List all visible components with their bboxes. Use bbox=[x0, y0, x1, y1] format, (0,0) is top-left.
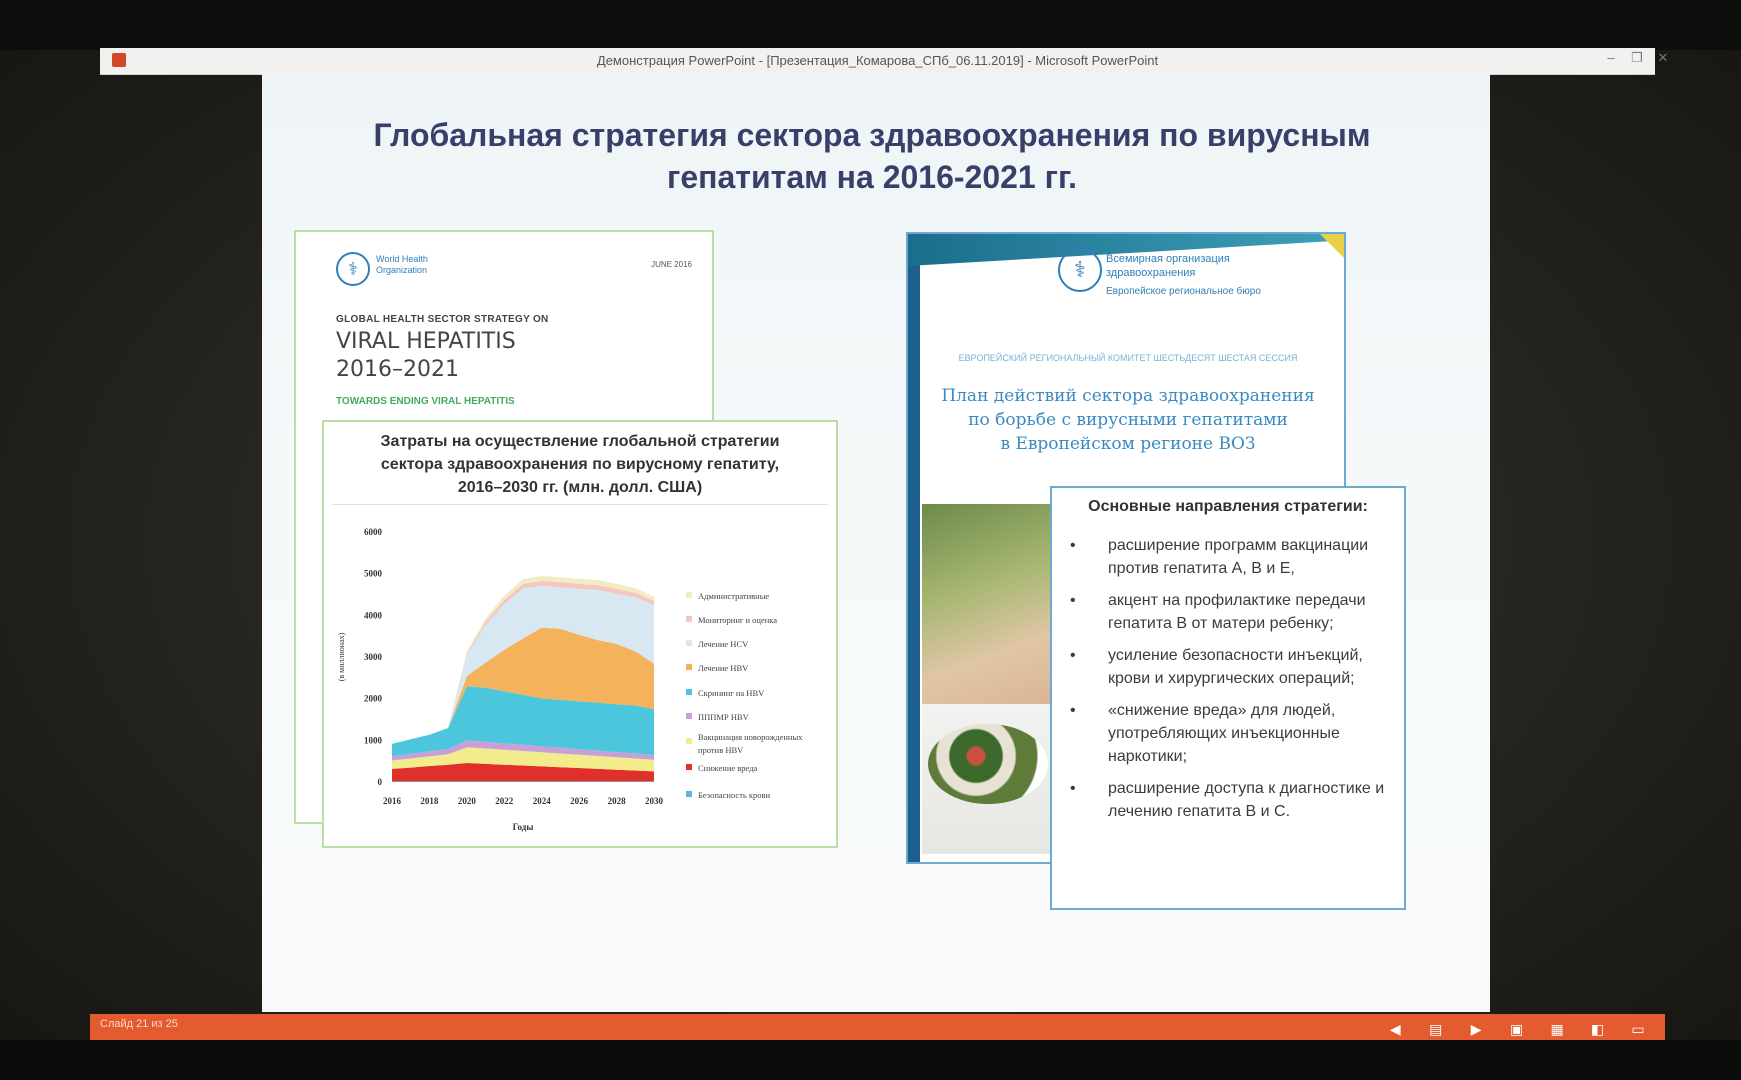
cost-title-line3: 2016–2030 гг. (млн. долл. США) bbox=[457, 479, 703, 496]
area-series-0 bbox=[392, 781, 654, 782]
slideshow-controls bbox=[1370, 1020, 1649, 1038]
slide-sorter-icon[interactable]: ▦ bbox=[1550, 1021, 1564, 1037]
cost-chart-title bbox=[324, 430, 836, 499]
y-tick-label: 1000 bbox=[364, 735, 382, 746]
legend-label-cont: против HBV bbox=[698, 745, 744, 755]
legend-label: Мониторинг и оценка bbox=[698, 615, 778, 625]
list-item bbox=[1062, 644, 1398, 690]
who-doc-subtitle: GLOBAL HEALTH SECTOR STRATEGY ON bbox=[336, 314, 549, 325]
who-doc-title-line2: 2016–2021 bbox=[336, 357, 459, 382]
x-tick-label: 2028 bbox=[607, 796, 626, 806]
list-item bbox=[1062, 777, 1398, 823]
legend-swatch bbox=[686, 640, 692, 646]
bullet: • bbox=[1070, 647, 1076, 664]
who-doc-title-line1: VIRAL HEPATITIS bbox=[336, 329, 516, 354]
y-axis-label: (в миллионах) bbox=[337, 632, 346, 682]
cost-title-line1: Затраты на осуществление глобальной стратегии bbox=[380, 433, 780, 450]
strategy-directions-box bbox=[1050, 486, 1406, 910]
slideshow-view-icon[interactable]: ▭ bbox=[1631, 1021, 1645, 1037]
cover-photo-salad bbox=[928, 724, 1048, 804]
legend-label: Скрининг на HBV bbox=[698, 688, 765, 698]
list-item-text: усиление безопасности инъекций, крови и хирургических операций; bbox=[1108, 647, 1363, 687]
slide-title-line2: гепатитам на 2016-2021 гг. bbox=[667, 159, 1077, 195]
slide-menu-icon[interactable]: ▤ bbox=[1429, 1021, 1443, 1037]
bullet: • bbox=[1070, 592, 1076, 609]
x-tick-label: 2026 bbox=[570, 796, 589, 806]
legend-label: Безопасность крови bbox=[698, 790, 771, 800]
list-item bbox=[1062, 589, 1398, 635]
next-slide-icon[interactable]: ▶ bbox=[1470, 1021, 1482, 1037]
legend-swatch bbox=[686, 738, 692, 744]
cost-area-chart bbox=[324, 506, 836, 844]
legend-swatch bbox=[686, 592, 692, 598]
x-tick-label: 2022 bbox=[495, 796, 514, 806]
bullet: • bbox=[1070, 702, 1076, 719]
who-doc-title bbox=[336, 328, 676, 384]
bullet: • bbox=[1070, 537, 1076, 554]
strategy-heading: Основные направления стратегии: bbox=[1088, 498, 1368, 515]
strategy-list bbox=[1062, 534, 1398, 832]
euro-region: Европейское региональное бюро bbox=[1106, 286, 1261, 297]
euro-plan-line2: по борьбе с вирусными гепатитами bbox=[968, 410, 1288, 430]
cover-left-stripe bbox=[908, 234, 920, 862]
euro-org-line1: Всемирная организация bbox=[1106, 253, 1230, 265]
slide-number: Слайд 21 из 25 bbox=[100, 1018, 178, 1030]
slide-title bbox=[322, 114, 1422, 198]
euro-committee: ЕВРОПЕЙСКИЙ РЕГИОНАЛЬНЫЙ КОМИТЕТ ШЕСТЬДЕСЯТ ШЕСТАЯ СЕССИЯ bbox=[958, 353, 1298, 363]
y-tick-label: 2000 bbox=[364, 693, 382, 704]
y-tick-label: 6000 bbox=[364, 527, 382, 537]
cost-title-line2: сектора здравоохранения по вирусному гепатиту, bbox=[380, 456, 780, 473]
minimize-button[interactable]: – bbox=[1607, 50, 1615, 65]
legend-label: Лечение HBV bbox=[698, 663, 749, 673]
legend-swatch bbox=[686, 791, 692, 797]
list-item-text: расширение доступа к диагностике и лечению гепатита В и С. bbox=[1108, 780, 1385, 820]
legend-label: ПППМР HBV bbox=[698, 712, 749, 722]
normal-view-icon[interactable]: ▣ bbox=[1510, 1021, 1524, 1037]
euro-org-line2: здравоохранения bbox=[1106, 267, 1196, 279]
y-tick-label: 5000 bbox=[364, 568, 382, 579]
x-tick-label: 2016 bbox=[383, 796, 401, 806]
euro-plan-line1: План действий сектора здравоохранения bbox=[941, 386, 1315, 406]
previous-slide-icon[interactable]: ◀ bbox=[1389, 1021, 1401, 1037]
list-item-text: акцент на профилактике передачи гепатита В от матери ребенку; bbox=[1108, 592, 1366, 632]
window-titlebar bbox=[100, 48, 1669, 75]
y-tick-label: 4000 bbox=[364, 610, 382, 621]
x-tick-label: 2030 bbox=[645, 796, 663, 806]
screen-top-border bbox=[0, 0, 1741, 50]
maximize-button[interactable]: ❐ bbox=[1631, 50, 1643, 65]
euro-plan-line3: в Европейском регионе ВОЗ bbox=[1000, 434, 1256, 454]
legend-swatch bbox=[686, 616, 692, 622]
y-tick-label: 0 bbox=[377, 777, 382, 787]
reading-view-icon[interactable]: ◧ bbox=[1590, 1021, 1605, 1037]
legend-label: Лечение HCV bbox=[698, 639, 749, 649]
legend-label: Вакцинация новорожденных bbox=[698, 732, 803, 742]
legend-swatch bbox=[686, 689, 692, 695]
x-axis-label: Годы bbox=[512, 822, 534, 832]
x-tick-label: 2024 bbox=[532, 796, 551, 806]
list-item bbox=[1062, 534, 1398, 580]
x-tick-label: 2020 bbox=[457, 796, 476, 806]
who-doc-tagline: TOWARDS ENDING VIRAL HEPATITIS bbox=[336, 396, 515, 407]
slide-canvas[interactable] bbox=[262, 74, 1490, 1012]
cost-title-divider bbox=[332, 504, 828, 505]
euro-org-name bbox=[1106, 252, 1256, 280]
window-title: Демонстрация PowerPoint - [Презентация_Комарова_СПб_06.11.2019] - Microsoft PowerPoint bbox=[596, 53, 1159, 68]
legend-swatch bbox=[686, 764, 692, 770]
who-doc-date: JUNE 2016 bbox=[651, 260, 692, 269]
who-org-name: World Health Organization bbox=[376, 254, 428, 275]
legend-swatch bbox=[686, 664, 692, 670]
slide-title-line1: Глобальная стратегия сектора здравоохранения по вирусным bbox=[373, 117, 1371, 153]
cost-chart-panel bbox=[322, 420, 838, 848]
close-button[interactable]: ✕ bbox=[1657, 50, 1669, 65]
legend-swatch bbox=[686, 713, 692, 719]
screen-bottom-border bbox=[0, 1040, 1741, 1080]
bullet: • bbox=[1070, 780, 1076, 797]
euro-plan-title bbox=[928, 384, 1328, 456]
who-emblem-icon: ⚕ bbox=[336, 252, 370, 286]
list-item-text: «снижение вреда» для людей, употребляющих инъекционные наркотики; bbox=[1108, 702, 1340, 765]
list-item bbox=[1062, 699, 1398, 768]
y-tick-label: 3000 bbox=[364, 652, 382, 662]
legend-label: Административные bbox=[698, 591, 770, 601]
x-tick-label: 2018 bbox=[420, 796, 439, 806]
legend-label: Снижение вреда bbox=[698, 763, 758, 773]
list-item-text: расширение программ вакцинации против гепатита А, В и Е, bbox=[1108, 537, 1369, 577]
who-emblem-icon: ⚕ bbox=[1058, 248, 1102, 292]
